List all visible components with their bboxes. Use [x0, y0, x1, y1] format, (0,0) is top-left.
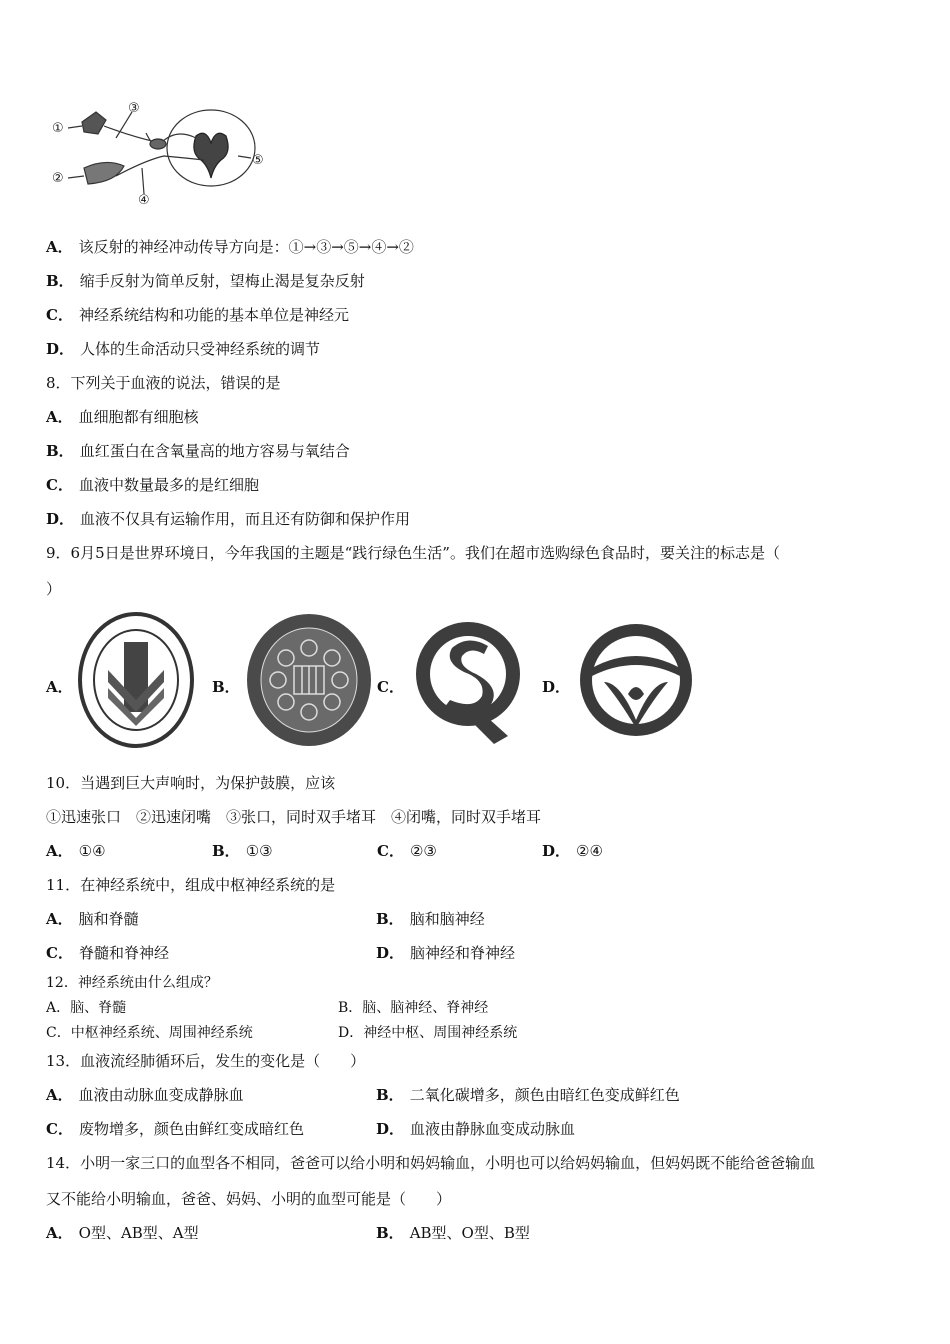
q14-option-b[interactable]: B． AB型、O型、B型	[376, 1224, 530, 1242]
q8-stem: 8．下列关于血液的说法，错误的是	[46, 374, 281, 392]
q9-label-a[interactable]: A．	[46, 678, 73, 696]
q9-logo-row	[46, 610, 746, 760]
label-1: ①	[52, 121, 64, 136]
q9-stem-line1: 9．6月5日是世界环境日，今年我国的主题是“践行绿色生活”。我们在超市选购绿色食品时，要关注的标志是（	[46, 544, 780, 562]
q10-choices: ①迅速张口 ②迅速闭嘴 ③张口，同时双手堵耳 ④闭嘴，同时双手堵耳	[46, 808, 542, 826]
q13-option-a[interactable]: A． 血液由动脉血变成静脉血	[46, 1086, 244, 1104]
q11-option-c[interactable]: C． 脊髓和脊神经	[46, 944, 169, 962]
q13-stem: 13．血液流经肺循环后，发生的变化是（ ）	[46, 1052, 366, 1070]
q8-option-c[interactable]: C． 血液中数量最多的是红细胞	[46, 476, 259, 494]
grey-matter	[194, 133, 228, 178]
q9-stem-line2: ）	[46, 580, 62, 598]
q9-label-c[interactable]: C．	[377, 678, 404, 696]
q8-option-d[interactable]: D． 血液不仅具有运输作用，而且还有防御和保护作用	[46, 510, 411, 528]
label-5: ⑤	[252, 153, 264, 168]
q9-label-b[interactable]: B．	[212, 678, 240, 696]
q13-option-d[interactable]: D． 血液由静脉血变成动脉血	[376, 1120, 576, 1138]
q10-option-c[interactable]: C． ②③	[377, 842, 437, 860]
q7-option-b[interactable]: B． 缩手反射为简单反射，望梅止渴是复杂反射	[46, 272, 365, 290]
q8-option-a[interactable]: A． 血细胞都有细胞核	[46, 408, 199, 426]
q11-option-d[interactable]: D． 脑神经和脊神经	[376, 944, 516, 962]
q13-option-b[interactable]: B． 二氧化碳增多，颜色由暗红色变成鲜红色	[376, 1086, 680, 1104]
q12-option-c[interactable]: C．中枢神经系统、周围神经系统	[46, 1025, 253, 1041]
q7-option-d[interactable]: D． 人体的生命活动只受神经系统的调节	[46, 340, 321, 358]
q7-option-a[interactable]: A． 该反射的神经冲动传导方向是：①→③→⑤→④→②	[46, 238, 414, 256]
reflex-arc-figure	[46, 98, 276, 208]
q12-option-a[interactable]: A．脑、脊髓	[46, 1000, 127, 1016]
q13-option-c[interactable]: C． 废物增多，颜色由鲜红变成暗红色	[46, 1120, 304, 1138]
q8-option-b[interactable]: B． 血红蛋白在含氧量高的地方容易与氧结合	[46, 442, 350, 460]
green-food-wheat-logo-icon[interactable]	[76, 610, 196, 750]
energy-saving-logo-icon[interactable]	[574, 610, 700, 750]
q12-option-d[interactable]: D．神经中枢、周围神经系统	[338, 1025, 518, 1041]
label-3: ③	[128, 101, 140, 116]
q14-option-a[interactable]: A． O型、AB型、A型	[46, 1224, 199, 1242]
q7-option-c[interactable]: C． 神经系统结构和功能的基本单位是神经元	[46, 306, 349, 324]
label-2: ②	[52, 171, 64, 186]
q10-option-d[interactable]: D． ②④	[542, 842, 603, 860]
q10-option-a[interactable]: A． ①④	[46, 842, 106, 860]
q10-option-b[interactable]: B． ①③	[212, 842, 273, 860]
qs-quality-logo-icon[interactable]	[410, 610, 530, 750]
q10-stem: 10．当遇到巨大声响时，为保护鼓膜，应该	[46, 774, 336, 792]
q11-stem: 11．在神经系统中，组成中枢神经系统的是	[46, 876, 336, 894]
q14-stem-line2: 又不能给小明输血，爸爸、妈妈、小明的血型可能是（ ）	[46, 1190, 452, 1208]
q12-option-b[interactable]: B．脑、脑神经、脊神经	[338, 1000, 489, 1016]
q9-label-d[interactable]: D．	[542, 678, 571, 696]
q11-option-b[interactable]: B． 脑和脑神经	[376, 910, 485, 928]
q14-stem-line1: 14．小明一家三口的血型各不相同，爸爸可以给小明和妈妈输血，小明也可以给妈妈输血，但妈妈既不能给爸爸输血	[46, 1154, 816, 1172]
environmental-label-logo-icon[interactable]	[244, 610, 374, 750]
q11-option-a[interactable]: A． 脑和脊髓	[46, 910, 139, 928]
label-4: ④	[138, 193, 150, 208]
q12-stem: 12．神经系统由什么组成？	[46, 975, 218, 991]
